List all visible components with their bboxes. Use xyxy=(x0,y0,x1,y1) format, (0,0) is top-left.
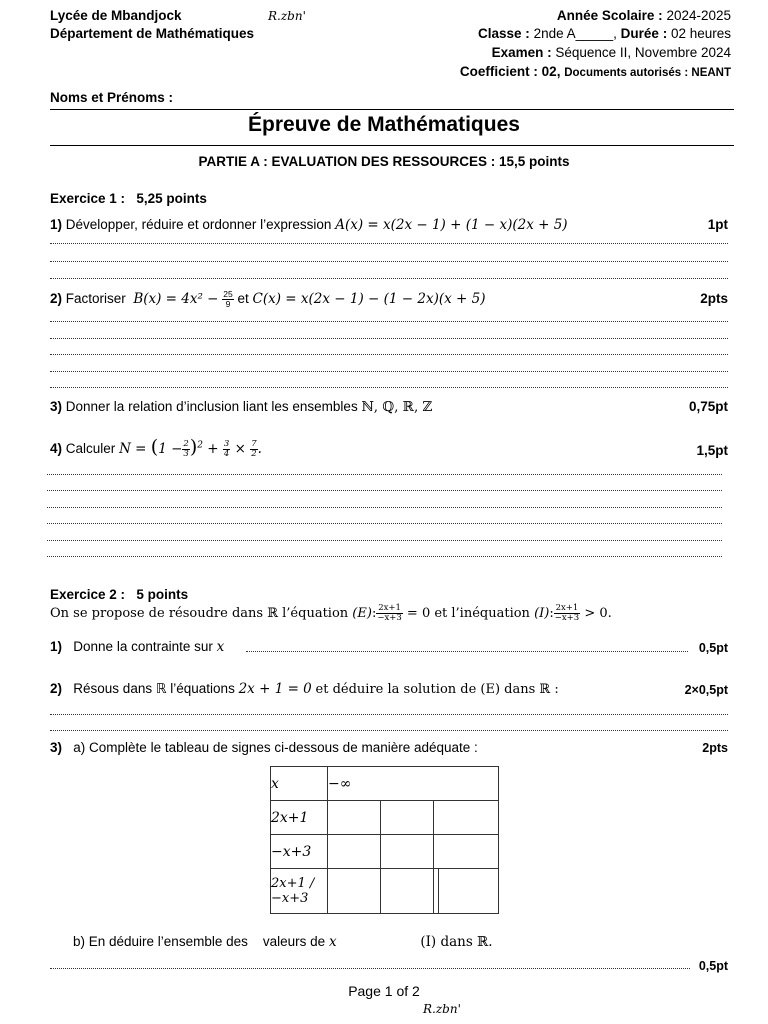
cell-minus-infinity[interactable]: −∞ xyxy=(328,767,499,801)
divider xyxy=(50,145,734,146)
answer-line[interactable] xyxy=(47,523,722,524)
page-title: Épreuve de Mathématiques xyxy=(248,113,520,136)
school-name: Lycée de Mbandjock xyxy=(50,8,182,23)
ex1-q4-points: 1,5pt xyxy=(696,443,728,458)
ex2-question-2: 2) Résous dans ℝ l’équations 2x + 1 = 0 et déduire la solution de (E) dans ℝ : xyxy=(50,681,559,697)
row-label-minus-x-plus-3: −x+3 xyxy=(271,835,328,869)
ex1-question-3: 3) Donner la relation d’inclusion liant les ensembles ℕ, ℚ, ℝ, ℤ xyxy=(50,399,433,415)
sign-table xyxy=(270,766,499,914)
answer-line[interactable] xyxy=(47,556,722,557)
sign-cell[interactable] xyxy=(434,801,499,835)
answer-line[interactable] xyxy=(50,387,728,388)
school-year: Année Scolaire : 2024-2025 xyxy=(556,8,731,23)
ex2-q1-points: 0,5pt xyxy=(698,641,728,655)
ex1-q1-points: 1pt xyxy=(707,217,728,232)
sign-cell[interactable] xyxy=(381,801,434,835)
row-label-x: x xyxy=(271,767,328,801)
sign-table-row xyxy=(271,835,499,869)
answer-line[interactable] xyxy=(50,321,728,322)
department-name: Département de Mathématiques xyxy=(50,26,255,41)
divider xyxy=(50,109,734,110)
exercise-2-title: Exercice 2 : 5 points xyxy=(50,587,189,602)
answer-line[interactable] xyxy=(47,507,722,508)
signature-top: R.zbn' xyxy=(268,9,306,23)
signature-bottom: R.zbn' xyxy=(423,1002,461,1016)
sign-table-row xyxy=(271,869,499,914)
row-label-2x-plus-1: 2x+1 xyxy=(271,801,328,835)
coefficient-info: Coefficient : 02, Documents autorisés : NEANT xyxy=(459,64,731,79)
ex1-q3-points: 0,75pt xyxy=(688,399,728,414)
sign-cell[interactable] xyxy=(328,801,381,835)
ex1-q2-points: 2pts xyxy=(700,291,728,306)
sign-cell[interactable] xyxy=(439,869,499,914)
ex1-question-4: 4) Calculer N = (1 − $\frac{2}{3}$ )$^2$ + $\frac{3}{4}$ × $\frac{7}{2}$ . xyxy=(50,436,262,459)
ex2-question-1: 1) Donne la contrainte sur x xyxy=(50,639,225,655)
answer-line[interactable] xyxy=(47,474,722,475)
answer-line[interactable] xyxy=(50,338,728,339)
answer-line[interactable] xyxy=(50,371,728,372)
ex2-q3b-points: 0,5pt xyxy=(698,959,728,973)
page-number: Page 1 of 2 xyxy=(348,983,420,999)
ex1-question-2: 2) Factoriser B(x) = 4x² − $\frac{25}{9}$ et C(x) = x(2x − 1) − (1 − 2x)(x + 5) xyxy=(50,289,486,309)
ex2-q2-points: 2×0,5pt xyxy=(684,683,728,697)
answer-line[interactable] xyxy=(50,968,690,969)
answer-line[interactable] xyxy=(246,651,688,652)
sign-cell[interactable] xyxy=(434,835,499,869)
sign-cell[interactable] xyxy=(381,835,434,869)
answer-line[interactable] xyxy=(47,490,722,491)
exam-info: Examen : Séquence II, Novembre 2024 xyxy=(491,45,731,60)
sign-cell[interactable] xyxy=(328,835,381,869)
class-duration: Classe : 2nde A_____, Durée : 02 heures xyxy=(478,26,731,41)
sign-cell[interactable] xyxy=(328,869,381,914)
answer-line[interactable] xyxy=(50,243,728,244)
ex2-intro: On se propose de résoudre dans ℝ l’équation (E): $\frac{2x+1}{-x+3}$ = 0 et l’inéquation (I): $\frac{2x+1}{-x+3}$ > 0. xyxy=(50,603,612,623)
answer-line[interactable] xyxy=(50,730,728,731)
exercise-1-title: Exercice 1 : 5,25 points xyxy=(50,191,207,206)
q4-expression: N = (1 − $\frac{2}{3}$ )$^2$ + $\frac{3}{4}$ × $\frac{7}{2}$ . xyxy=(119,436,262,459)
part-a-title: PARTIE A : EVALUATION DES RESSOURCES : 15,5 points xyxy=(198,154,570,169)
ex1-question-1: 1) Développer, réduire et ordonner l’expression A(x) = x(2x − 1) + (1 − x)(2x + 5) xyxy=(50,217,568,233)
answer-line[interactable] xyxy=(50,278,728,279)
answer-line[interactable] xyxy=(50,354,728,355)
sign-cell[interactable] xyxy=(381,869,434,914)
names-label: Noms et Prénoms : xyxy=(50,90,174,105)
sign-table-row xyxy=(271,801,499,835)
answer-line[interactable] xyxy=(50,714,728,715)
ex2-question-3b: b) En déduire l’ensemble des valeurs de x (I) dans ℝ. xyxy=(73,934,493,950)
answer-line[interactable] xyxy=(47,540,722,541)
answer-line[interactable] xyxy=(50,261,728,262)
sign-table-row xyxy=(271,767,499,801)
ex2-question-3a: 3) a) Complète le tableau de signes ci-dessous de manière adéquate : xyxy=(50,740,478,755)
row-label-quotient: 2x+1 / −x+3 xyxy=(271,869,328,914)
ex2-q3a-points: 2pts xyxy=(702,741,728,755)
